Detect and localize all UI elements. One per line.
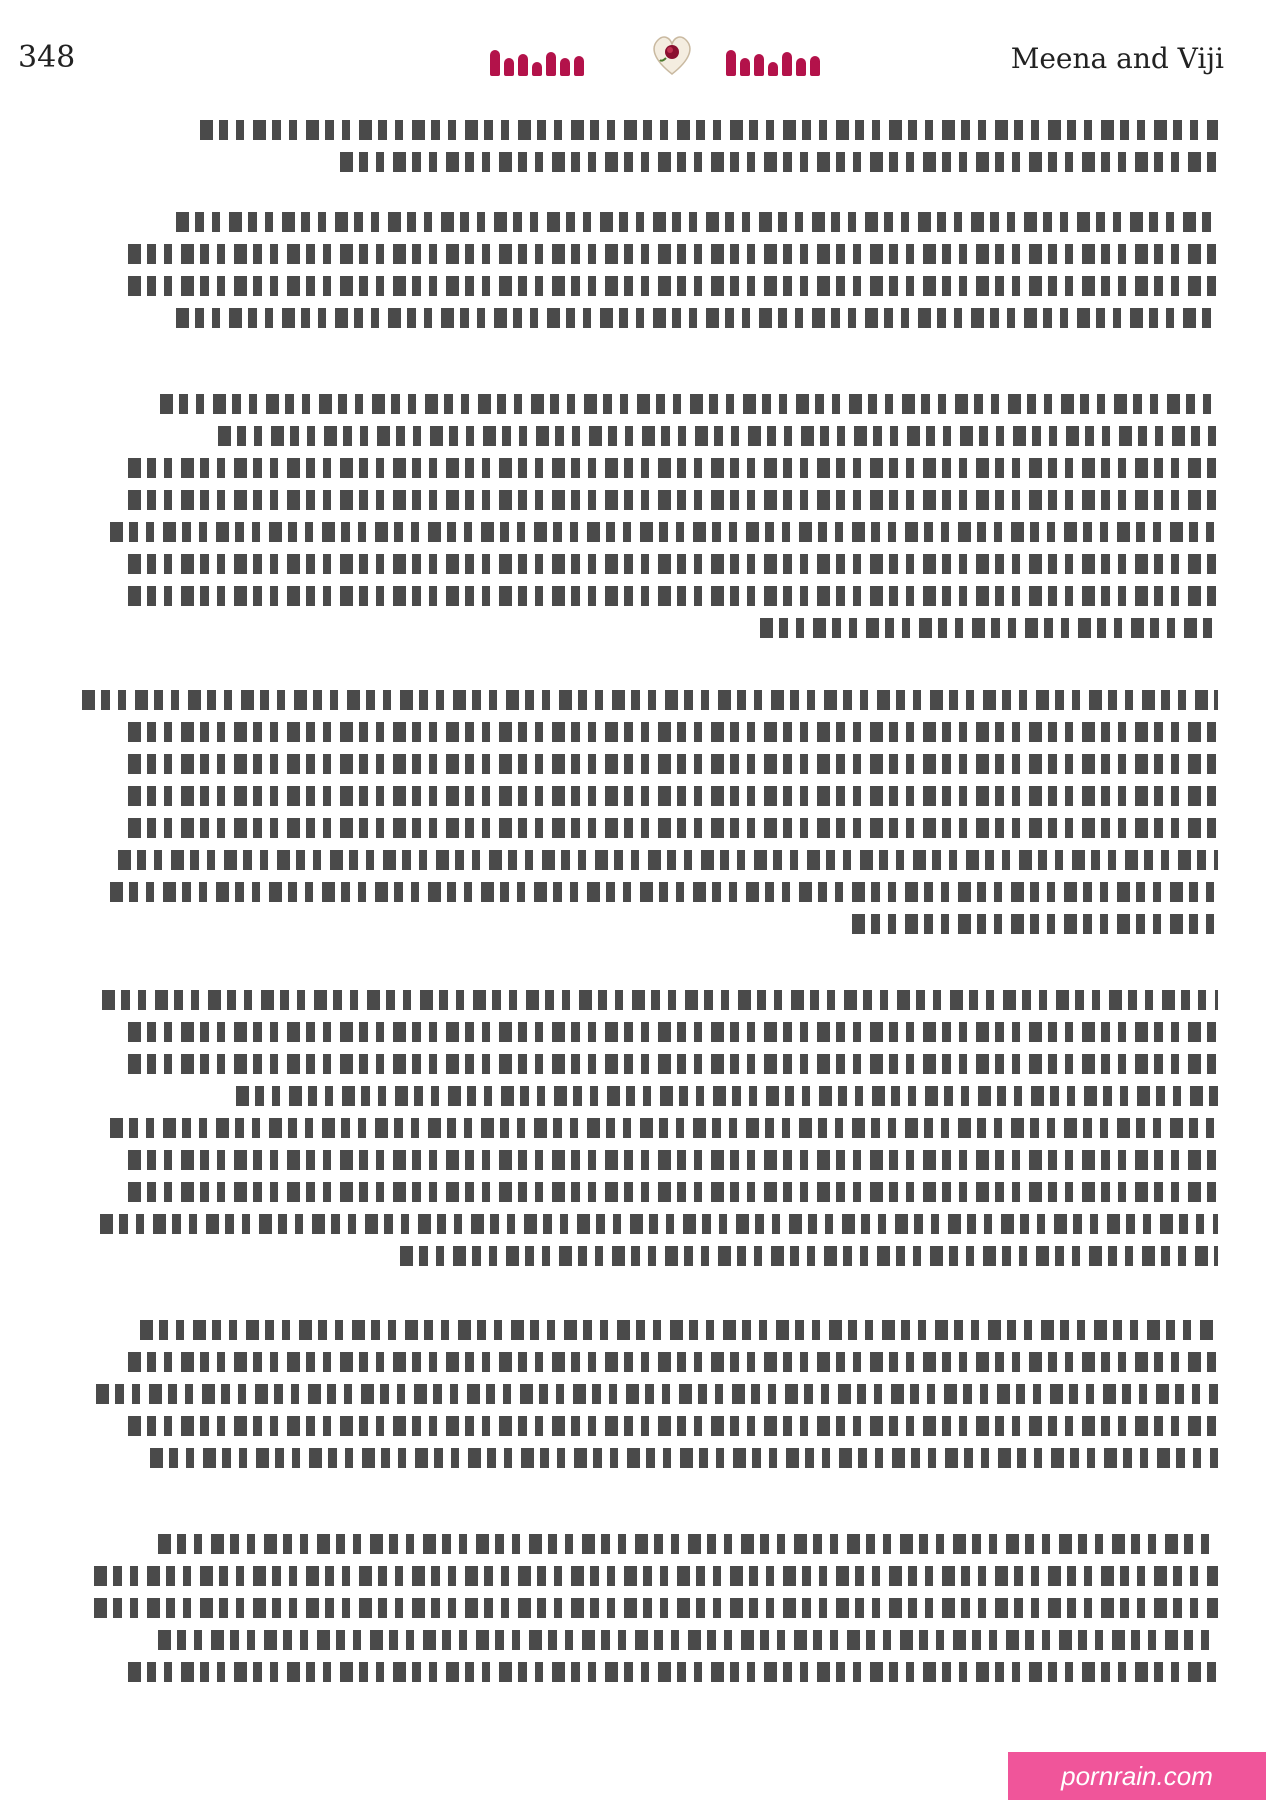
page-number: 348 xyxy=(18,40,76,75)
book-title: Meena and Viji xyxy=(1010,42,1224,75)
heart-rose-icon xyxy=(648,30,696,78)
header-title-left xyxy=(490,44,600,76)
header-title-right xyxy=(726,44,836,76)
page-header xyxy=(0,30,1266,90)
watermark-badge xyxy=(1008,1752,1266,1800)
watermark-text: pornrain.com xyxy=(1061,1760,1213,1791)
